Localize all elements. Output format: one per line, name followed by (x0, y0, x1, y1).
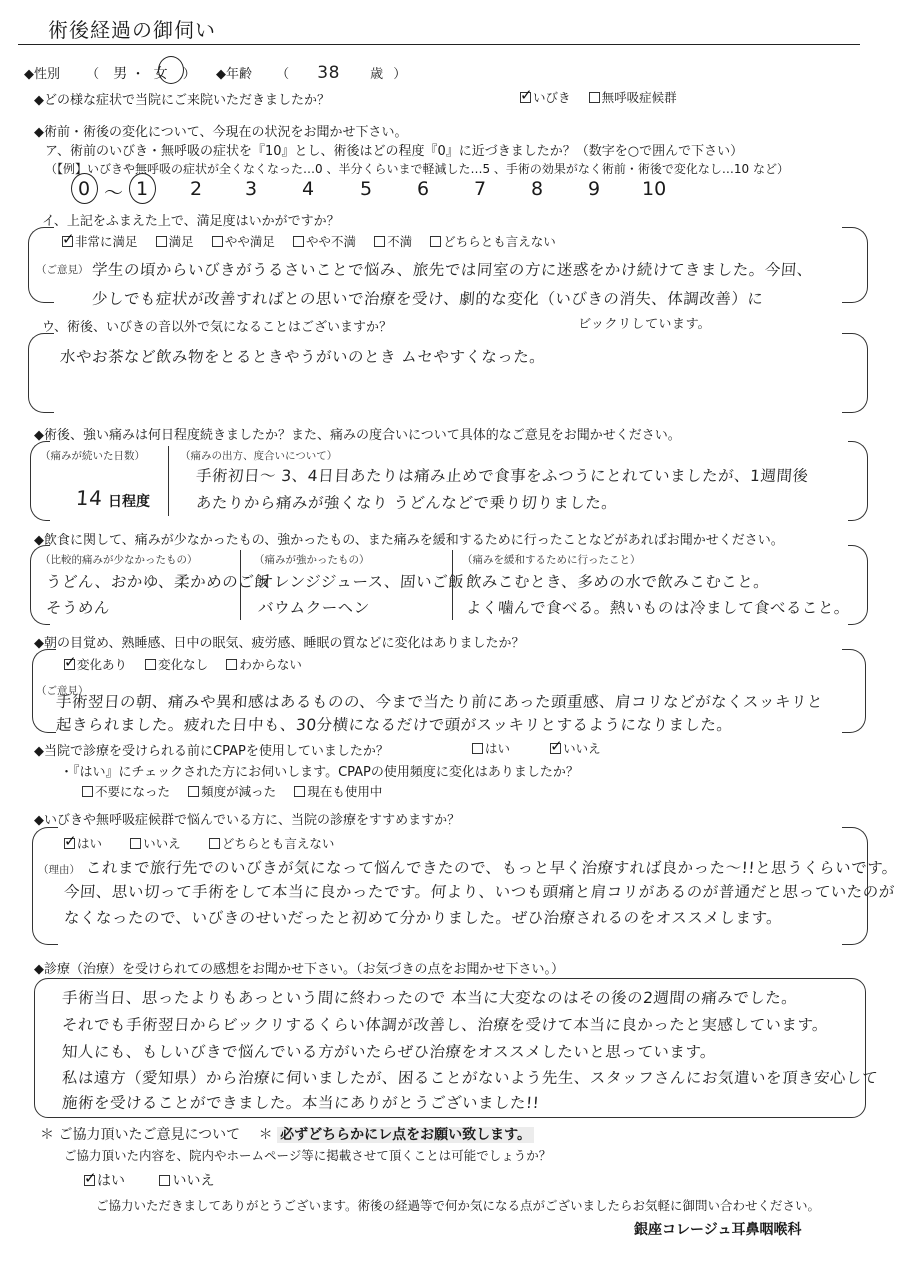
cpap-follow-option[interactable] (294, 784, 382, 799)
recommend-bracket-left (32, 827, 58, 945)
checkbox-checked-icon[interactable] (64, 659, 75, 670)
pain-detail-line[interactable]: 手術初日～ 3、4日目あたりは痛み止めで食事をふつうにとれていましたが、1週間後 (195, 467, 810, 485)
page-title: 術後経過の御伺い (48, 18, 216, 42)
checkbox-icon[interactable] (374, 236, 385, 247)
cpap-question: ◆当院で診療を受けられる前にCPAPを使用していましたか？ (34, 744, 389, 759)
consent-heading (40, 1124, 534, 1144)
impression-line[interactable]: 手術当日、思ったよりもあっという間に終わったので 本当に大変なのはその後の2週間の痛みでした。 (61, 989, 799, 1007)
food-relief-line[interactable]: よく噛んで食べる。熱いものは冷まして食べること。 (465, 599, 851, 617)
checkbox-icon[interactable] (472, 743, 483, 754)
sleep-option[interactable] (145, 657, 208, 672)
scale-10[interactable]: 10 (642, 178, 667, 200)
recommend-reason-line[interactable]: 今回、思い切って手術をして本当に良かったです。何より、いつも頭痛と肩コリがあるのが普通だと思っていたのが (63, 883, 896, 901)
symptom-option-snoring[interactable] (520, 90, 571, 105)
scale-tilde: ～ (104, 182, 124, 204)
pain-days-unit: 日程度 (108, 494, 150, 510)
option-label: いいえ (172, 1173, 215, 1189)
age-open-paren: （ (276, 67, 290, 82)
clinic-name: 銀座コレージュ耳鼻咽喉科 (634, 1222, 802, 1238)
checkbox-checked-icon[interactable] (62, 236, 73, 247)
title-underline (18, 44, 860, 45)
impression-line[interactable]: それでも手術翌日からビックリするくらい体調が改善し、治療を受けて本当に良かったと実感しています。 (61, 1016, 829, 1034)
option-label: わからない (239, 657, 302, 672)
scale-5[interactable]: 5 (360, 178, 373, 200)
recommend-reason-line[interactable]: これまで旅行先でのいびきが気になって悩んできたので、もっと早く治療すれば良かった～!!と思うくらいです。 (85, 859, 899, 877)
change-example: （【例】いびきや無呼吸の症状が全くなくなった…0 、半分くらいまで軽減した…5 、手術の効果がなく術前・術後で変化なし…10 など） (45, 162, 789, 176)
satisfaction-option[interactable] (293, 234, 356, 249)
cpap-options (472, 739, 615, 757)
checkbox-icon[interactable] (589, 92, 600, 103)
impression-line[interactable]: 私は遠方（愛知県）から治療に伺いましたが、困ることがないよう先生、スタッフさんにお気遣いを頂き安心して (61, 1069, 879, 1087)
option-label: 不要になった (95, 784, 171, 799)
option-label: はい (77, 836, 103, 851)
scale-circle-1 (129, 173, 156, 204)
option-label: やや不満 (305, 234, 356, 249)
pain-question: ◆術後、強い痛みは何日程度続きましたか？また、痛みの度合いについて具体的なご意見をお聞かせください。 (34, 428, 681, 443)
impression-line[interactable]: 施術を受けることができました。本当にありがとうございました!! (61, 1094, 540, 1112)
food-bracket-right (848, 545, 868, 625)
recommend-reason-line[interactable]: なくなったので、いびきのせいだったと初めて分かりました。ぜひ治療されるのをオススメします。 (63, 909, 783, 927)
other-question: ウ、術後、いびきの音以外で気になることはございますか？ (42, 320, 392, 335)
scale-3[interactable]: 3 (245, 178, 258, 200)
satisfaction-options (62, 232, 570, 250)
food-relief-line[interactable]: 飲みこむとき、多めの水で飲みこむこと。 (465, 573, 770, 591)
option-label: いびき (533, 90, 571, 105)
sleep-option[interactable] (64, 657, 127, 672)
satisfaction-bracket-right (842, 227, 868, 303)
satisfaction-option[interactable] (374, 234, 412, 249)
checkbox-icon[interactable] (82, 786, 93, 797)
gender-separator: ・ (131, 67, 145, 82)
option-label: 現在も使用中 (307, 784, 383, 799)
scale-2[interactable]: 2 (190, 178, 203, 200)
gender-close-paren: ） (182, 67, 196, 82)
scale-8[interactable]: 8 (531, 178, 544, 200)
option-label: やや満足 (224, 234, 275, 249)
recommend-option[interactable] (64, 836, 102, 851)
sleep-option[interactable] (226, 657, 302, 672)
pain-bracket-right (848, 441, 868, 521)
checkbox-checked-icon[interactable] (520, 92, 531, 103)
other-answer[interactable]: 水やお茶など飲み物をとるときやうがいのとき ムセやすくなった。 (59, 348, 546, 366)
checkbox-icon[interactable] (188, 786, 199, 797)
footer-thanks: ご協力いただきましてありがとうございます。術後の経過等で何か気になる点がございましたらお気軽に御問い合わせください。 (96, 1198, 821, 1213)
recommend-reason-label: （理由） (38, 864, 80, 876)
symptom-question: ◆どの様な症状で当院にご来院いただきましたか？ (34, 93, 330, 108)
option-label: いいえ (563, 741, 601, 756)
checkbox-icon[interactable] (159, 1175, 170, 1186)
option-label: どちらとも言えない (221, 836, 335, 851)
gender-open-paren: （ (86, 67, 100, 82)
satisfaction-option[interactable] (430, 234, 556, 249)
sleep-comment-label: （ご意見） (36, 685, 89, 697)
checkbox-icon[interactable] (212, 236, 223, 247)
recommend-options (64, 834, 348, 852)
consent-option-yes[interactable] (84, 1173, 125, 1189)
scale-4[interactable]: 4 (302, 178, 315, 200)
pain-days-label: （痛みが続いた日数） (40, 450, 145, 462)
checkbox-checked-icon[interactable] (64, 838, 75, 849)
cpap-follow-option[interactable] (188, 784, 276, 799)
option-label: 変化あり (77, 657, 128, 672)
satisfaction-comment-line[interactable]: 少しでも症状が改善すればとの思いで治療を受け、劇的な変化（いびきの消失、体調改善）に (91, 290, 764, 308)
pain-detail-line[interactable]: あたりから痛みが強くなり うどんなどで乗り切りました。 (195, 494, 618, 512)
age-close-paren: ） (393, 67, 407, 82)
satisfaction-option[interactable] (156, 234, 194, 249)
consent-question: ご協力頂いた内容を、院内やホームページ等に掲載させて頂くことは可能でしょうか？ (64, 1148, 552, 1163)
checkbox-icon[interactable] (156, 236, 167, 247)
checkbox-checked-icon[interactable] (550, 743, 561, 754)
cpap-follow-option[interactable] (82, 784, 170, 799)
food-more-line[interactable]: バウムクーヘン (257, 599, 371, 617)
food-relief-label: （痛みを緩和するために行ったこと） (462, 554, 641, 566)
symptom-options (520, 88, 691, 106)
pain-days-value[interactable]: 14 (75, 486, 104, 510)
cpap-follow-options (82, 782, 396, 800)
food-question: ◆飲食に関して、痛みが少なかったもの、強かったもの、また痛みを緩和するために行ったことなどがあればお聞かせください。 (34, 533, 784, 548)
change-heading: ◆術前・術後の変化について、今現在の状況をお聞かせ下さい。 (34, 125, 408, 140)
recommend-question: ◆いびきや無呼吸症候群で悩んでいる方に、当院の診療をすすめますか？ (34, 813, 461, 828)
cpap-followup: ・『はい』にチェックされた方にお伺いします。CPAPの使用頻度に変化はありましたか？ (60, 765, 579, 780)
consent-heading-bold: 必ずどちらかにレ点をお願い致します。 (277, 1127, 534, 1143)
option-label: 変化なし (158, 657, 209, 672)
other-bracket-right (842, 333, 868, 413)
food-less-line[interactable]: うどん、おかゆ、柔かめのご飯 (45, 573, 271, 591)
consent-heading-left: ＊ ご協力頂いたご意見について (40, 1127, 241, 1143)
age-value[interactable]: 38 (317, 63, 340, 83)
checkbox-icon[interactable] (130, 838, 141, 849)
gender-label: ◆性別 (24, 67, 60, 82)
checkbox-icon[interactable] (294, 786, 305, 797)
scale-6[interactable]: 6 (417, 178, 430, 200)
impression-line[interactable]: 知人にも、もしいびきで悩んでいる方がいたらぜひ治療をオススメしたいと思っています。 (61, 1043, 717, 1061)
sleep-comment-line[interactable]: 手術翌日の朝、痛みや異和感はあるものの、今まで当たり前にあった頭重感、肩コリなどがなくスッキリと (55, 693, 824, 711)
satisfaction-option[interactable] (62, 234, 138, 249)
food-more-label: （痛みが強かったもの） (254, 554, 370, 566)
pain-detail-label: （痛みの出方、度合いについて） (180, 450, 338, 462)
satisfaction-option[interactable] (212, 234, 275, 249)
checkbox-checked-icon[interactable] (84, 1175, 95, 1186)
recommend-option[interactable] (209, 836, 335, 851)
checkbox-icon[interactable] (145, 659, 156, 670)
option-label: 非常に満足 (75, 234, 138, 249)
scale-9[interactable]: 9 (588, 178, 601, 200)
sleep-comment-line[interactable]: 起きられました。疲れた日中も、30分横になるだけで頭がスッキリとするようになりました。 (55, 716, 734, 734)
option-label: 満足 (168, 234, 194, 249)
option-label: はい (97, 1173, 125, 1189)
age-label: ◆年齢 (216, 67, 252, 82)
cpap-option-yes[interactable] (472, 741, 510, 756)
satisfaction-comment-label: （ご意見） (36, 264, 89, 276)
option-label: 無呼吸症候群 (601, 90, 677, 105)
impression-question: ◆診療（治療）を受けられての感想をお聞かせ下さい。（お気づきの点をお聞かせ下さい。） (34, 962, 564, 977)
food-less-label: （比較的痛みが少なかったもの） (40, 554, 198, 566)
consent-options (84, 1170, 228, 1190)
cpap-option-no[interactable] (550, 741, 601, 756)
scale-circle-0 (71, 173, 98, 204)
sleep-question: ◆朝の目覚め、熟睡感、日中の眠気、疲労感、睡眠の質などに変化はありましたか？ (34, 636, 525, 651)
food-more-line[interactable]: オレンジジュース、固いご飯 (257, 573, 465, 591)
checkbox-icon[interactable] (293, 236, 304, 247)
option-label: はい (485, 741, 511, 756)
option-label: どちらとも言えない (443, 234, 556, 249)
gender-male-option[interactable]: 男 (113, 66, 128, 82)
recommend-option[interactable] (130, 836, 181, 851)
scale-1[interactable]: 1 (136, 178, 149, 200)
consent-option-no[interactable] (159, 1173, 214, 1189)
symptom-option-apnea[interactable] (589, 90, 677, 105)
sleep-bracket-right (842, 649, 866, 733)
satisfaction-comment-line[interactable]: ビックリしています。 (577, 317, 712, 332)
gender-selection-circle (158, 56, 184, 84)
satisfaction-comment-line[interactable]: 学生の頃からいびきがうるさいことで悩み、旅先では同室の方に迷惑をかけ続けてきました。今回、 (91, 261, 814, 279)
satisfaction-question: イ、上記をふまえた上で、満足度はいかがですか？ (42, 214, 340, 229)
scale-0[interactable]: 0 (78, 178, 91, 200)
pain-divider (168, 446, 169, 516)
checkbox-icon[interactable] (209, 838, 220, 849)
option-label: 頻度が減った (201, 784, 277, 799)
checkbox-icon[interactable] (430, 236, 441, 247)
gender-female-option[interactable]: 女 (153, 66, 168, 82)
age-row (216, 63, 406, 83)
change-subquestion: ア、術前のいびき・無呼吸の症状を『10』とし、術後はどの程度『0』に近づきましたか？（数字を○で囲んで下さい） (45, 144, 744, 159)
option-label: いいえ (143, 836, 181, 851)
option-label: 不満 (387, 234, 413, 249)
other-bracket-left (28, 333, 54, 413)
consent-heading-star: ＊ (258, 1127, 273, 1143)
age-unit: 歳 (370, 67, 384, 82)
checkbox-icon[interactable] (226, 659, 237, 670)
food-less-line[interactable]: そうめん (45, 599, 111, 617)
sleep-options (64, 655, 316, 673)
scale-7[interactable]: 7 (474, 178, 487, 200)
